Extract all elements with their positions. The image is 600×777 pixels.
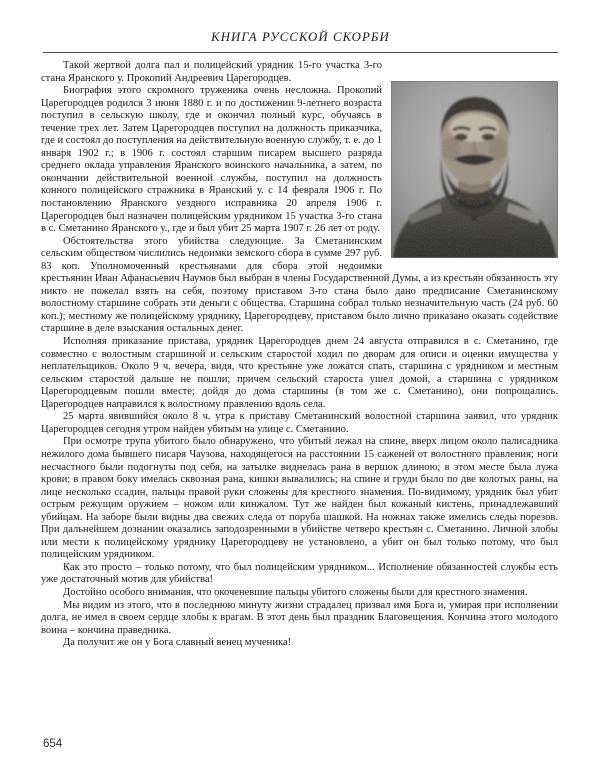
body-text-column xyxy=(41,60,558,650)
paragraph: При осмотре трупа убитого было обнаружено, что убитый лежал на спине, вверх лицом около палисадника нежилого дома бывшего писаря Чаузова, находящегося на расстоянии 15 саженей от волостного правления; ноги несчастного были подогнуты под себя, на затылке виднелась рана в вершок длиною; в этом месте была лужа крови; в правом боку имелась сквозная рана, кишки вывалились; на спине и груди было по две колотых раны, на лице несколько ссадин, пальцы правой руки сложены для крестного знамения. По-видимому, урядник был убит острым режущим оружием – ножом или кинжалом. Тут же найден был кожаный кистень, принадлежавший убийцам. На заборе были видны два свежих следа от поруба шашкой. На ножнах также имелись следы порезов. При дальнейшем дознании оказались заподозренными в убийстве четверо крестьян с. Сметанино. Личной злобы или мести к полицейскому уряднику Царегородцеву не установлено, а убит он был только потому, что был полицейским урядником. xyxy=(41,436,558,561)
paragraph: Биография этого скромного труженика очень несложна. Прокопий Царегородцев родился 3 июня 1880 г. и по достижении 9-летнего возраста поступил в сельскую школу, где и окончил полный курс, обучаясь в течение трех лет. Затем Царегородцев поступил на должность приказчика, где и состоял до поступления на действительную военную службу, т. е. до 1 января 1902 г.; в 1906 г. состоял старшим писарем высшего разряда среднего оклада управления Яранского воинского начальника, а затем, по окончании действительной военной службы, поступил на должность конного полицейского стражника в Яранский у. с 14 февраля 1906 г. По постановлению Яранского уездного исправника 20 апреля 1906 г. Царегородцев был назначен полицейским урядником 15 участка 3-го стана в с. Сметанино Яранского у., где и был убит 25 марта 1907 г. 26 лет от роду. xyxy=(41,85,382,235)
paragraph: 25 марта явившийся около 8 ч. утра к приставу Сметанинский волостной старшина заявил, что урядник Царегородцев сегодня утром найден убитым на улице с. Сметанино. xyxy=(41,411,558,435)
paragraph: Да получит же он у Бога славный венец мученика! xyxy=(63,637,292,649)
page-number: 654 xyxy=(43,738,63,750)
paragraph: Мы видим из этого, что в последнюю минуту жизни страдалец призвал имя Бога и, умирая при исполнении долга, не имел в своем сердце злобы к врагам. В этот день был праздник Благовещения. Кончина этого молодого воина – кончина праведника. xyxy=(41,599,558,636)
portrait-photograph xyxy=(391,81,558,258)
paragraph: Исполняя приказание пристава, урядник Царегородцев днем 24 августа отправился в с. Сметанино, где совместно с волостным старшиной и сельским старостой ходил по дворам для описи и оценки имущества у неплательщиков. Около 9 ч. вечера, видя, что крестьяне уже ложатся спать, старшина с урядником и местным сельским старостой дальше не пошли; причем сельский староста ушел домой, а старшина с урядником Царегородцевым пошли вместе; дойдя до дома старшины (в том же с. Сметанино), они попрощались. Царегородцев направился к волостному правлению вдоль села. xyxy=(41,336,558,410)
paragraph: Достойно особого внимания, что окоченевшие пальцы убитого сложены были для крестного знамения. xyxy=(63,586,528,598)
paragraph: Как это просто – только потому, что был полицейским урядником... Исполнение обязанностей службы есть уже достаточный мотив для убийства! xyxy=(41,561,558,586)
paragraph: Такой жертвой долга пал и полицейский урядник 15-го участка 3-го стана Яранского у. Прокопий Андреевич Царегородцев. xyxy=(41,60,382,84)
paragraph: Обстоятельства этого убийства следующие. За Сметанинским сельским обществом числились недоимки земского сбора в сумме 297 руб. 83 коп. Уполномоченный крестьянами для сбора этой недоимки крестьянин Иван Афанасьевич Наумов был выбран в члены Государственной Думы, а из крестьян обязанность эту никто не пожелал взять на себя, поэтому приставом 3-го стана было дано предписание Сметанинскому волостному старшине собрать эти деньги с общества. Старшина собрал только незначительную часть (24 руб. 60 коп.); местному же полицейскому уряднику, Царегородцеву, приставом было лично приказано оказать содействие старшине в деле взыскания остальных денег. xyxy=(41,235,558,335)
header-rule xyxy=(43,52,558,53)
running-head: КНИГА РУССКОЙ СКОРБИ xyxy=(211,30,390,44)
